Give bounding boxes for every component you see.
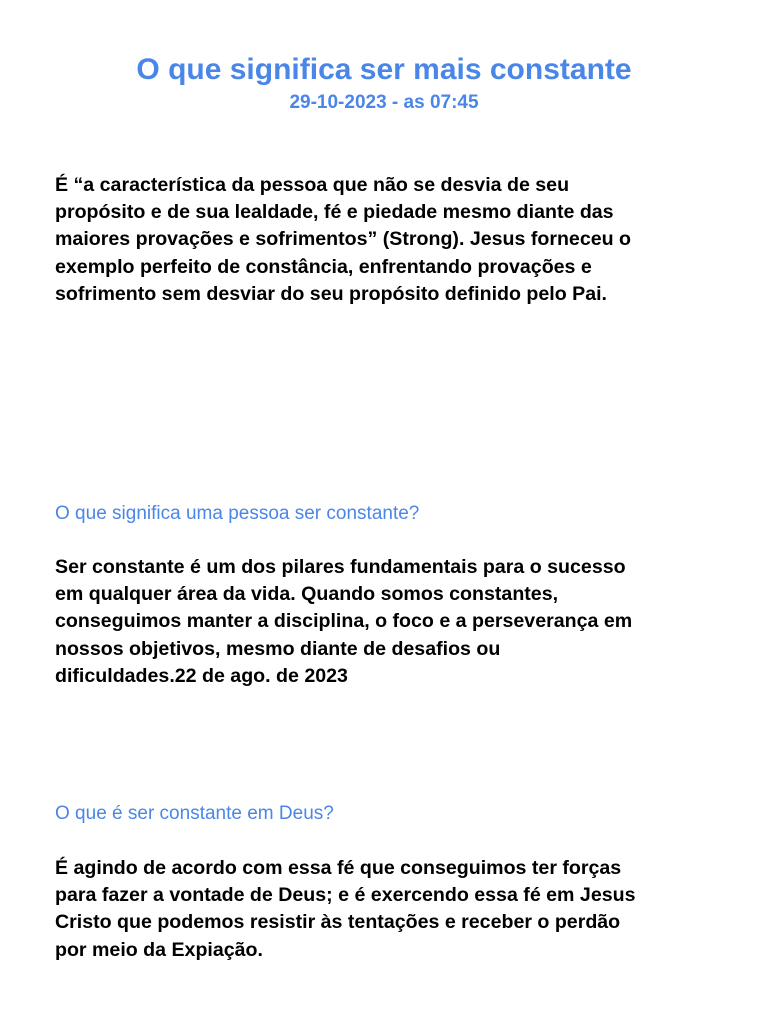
paragraph-line: É agindo de acordo com essa fé que conseguimos ter forças (55, 857, 622, 879)
paragraph-constante-em-deus (55, 855, 720, 964)
paragraph-line: Ser constante é um dos pilares fundamentais para o sucesso (55, 556, 626, 578)
paragraph-line: para fazer a vontade de Deus; e é exercendo essa fé em Jesus (55, 884, 636, 907)
paragraph-pessoa-constante (55, 554, 720, 690)
page-date: 29-10-2023 - as 07:45 (289, 92, 479, 113)
paragraph-line: Cristo que podemos resistir às tentações e receber o perdão (55, 911, 621, 934)
paragraph-intro (55, 172, 720, 308)
paragraph-line: maiores provações e sofrimentos” (Strong). Jesus forneceu o (55, 228, 631, 251)
paragraph-line: por meio da Expiação. (55, 938, 263, 961)
paragraph-line: nossos objetivos, mesmo diante de desafios ou (55, 637, 501, 660)
paragraph-line: dificuldades.22 de ago. de 2023 (55, 664, 348, 687)
paragraph-line: É “a característica da pessoa que não se desvia de seu (55, 174, 570, 196)
paragraph-line: sofrimento sem desviar do seu propósito definido pelo Pai. (55, 282, 607, 305)
paragraph-line: exemplo perfeito de constância, enfrentando provações e (55, 255, 592, 278)
section-heading-pessoa-constante: O que significa uma pessoa ser constante? (55, 503, 420, 524)
paragraph-line: em qualquer área da vida. Quando somos constantes, (55, 583, 559, 606)
section-heading-constante-em-deus: O que é ser constante em Deus? (55, 803, 334, 824)
page-title: O que significa ser mais constante (136, 53, 632, 86)
paragraph-line: conseguimos manter a disciplina, o foco e a perseverança em (55, 610, 633, 633)
paragraph-line: propósito e de sua lealdade, fé e piedade mesmo diante das (55, 201, 614, 224)
